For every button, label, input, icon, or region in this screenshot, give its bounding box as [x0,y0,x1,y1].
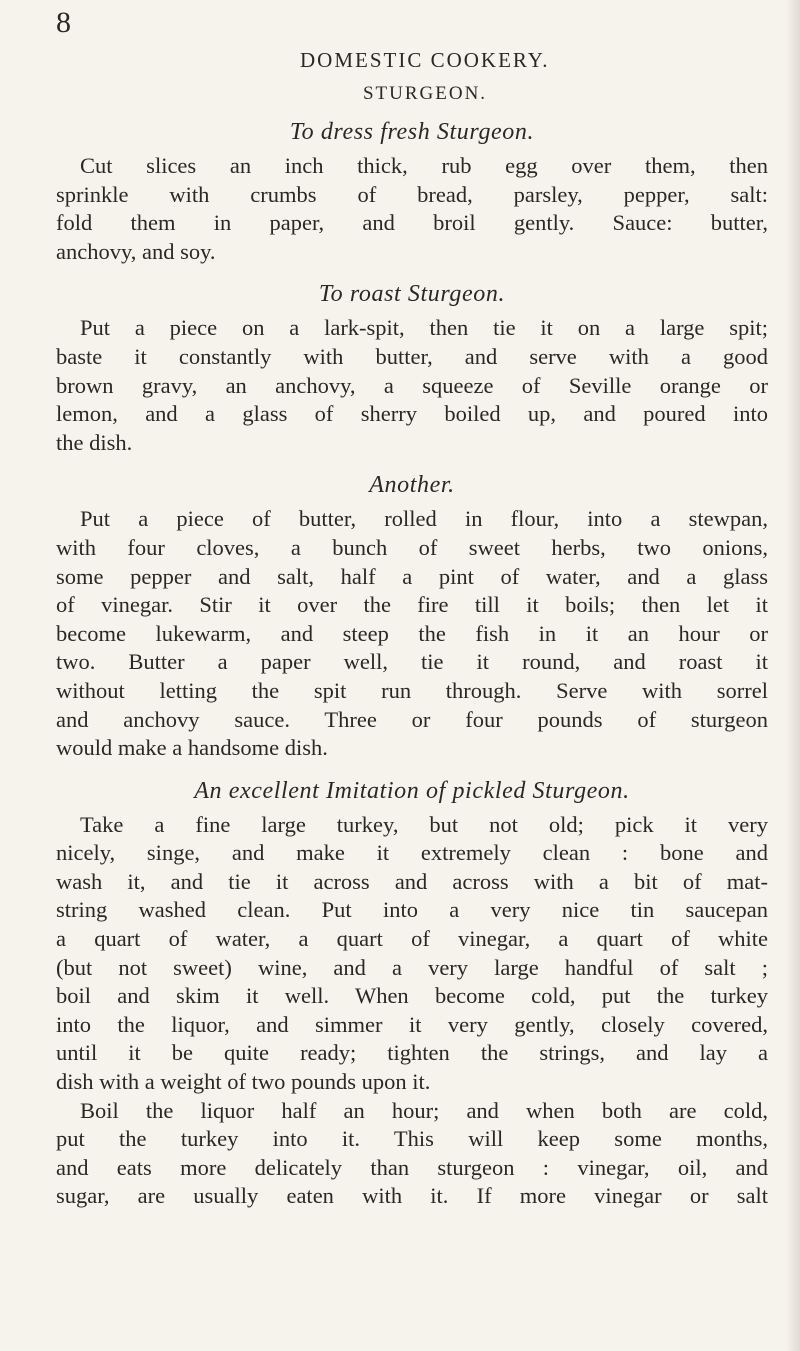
text-line: Take a fine large turkey, but not old; pick it very [80,811,768,837]
section-heading: STURGEON. [362,83,488,104]
text-line: become lukewarm, and steep the fish in it an hour or [56,620,768,646]
text-line: Boil the liquor half an hour; and when both are cold, [80,1097,768,1123]
text-line: and eats more delicately than sturgeon : vinegar, oil, and [56,1154,768,1180]
text-line: and anchovy sauce. Three or four pounds of sturgeon [56,706,768,732]
text-line: baste it constantly with butter, and serve with a good [56,343,768,369]
text-line: Put a piece on a lark-spit, then tie it on a large spit; [80,315,768,341]
text-line: without letting the spit run through. Serve with sorrel [56,677,768,703]
recipe-paragraph [56,314,768,457]
page-number: 8 [56,6,71,39]
recipe-paragraph-continuation [56,1097,768,1211]
text-line: boil and skim it well. When become cold, put the turkey [56,983,768,1009]
recipe-paragraph [56,152,768,266]
text-line: fold them in paper, and broil gently. Sauce: butter, [56,210,768,236]
text-line: (but not sweet) wine, and a very large handful of salt ; [56,954,768,980]
recipe-title: An excellent Imitation of pickled Sturgeon. [194,777,630,804]
text-line: anchovy, and soy. [56,238,216,264]
recipe-title: To roast Sturgeon. [318,281,506,308]
text-line: lemon, and a glass of sherry boiled up, and poured into [56,401,768,427]
text-line: brown gravy, an anchovy, a squeeze of Seville orange or [56,372,768,398]
text-line: two. Butter a paper well, tie it round, and roast it [56,649,768,675]
text-line: with four cloves, a bunch of sweet herbs, two onions, [56,534,768,560]
page-edge-shadow [786,0,800,1351]
text-line: string washed clean. Put into a very nice tin saucepan [56,897,768,923]
text-line: nicely, singe, and make it extremely clean : bone and [56,840,768,866]
text-line: sprinkle with crumbs of bread, parsley, pepper, salt: [56,181,768,207]
recipe-title: To dress fresh Sturgeon. [289,119,535,145]
text-line: until it be quite ready; tighten the strings, and lay a [56,1040,768,1066]
text-line: into the liquor, and simmer it very gently, closely covered, [56,1011,768,1037]
text-line: of vinegar. Stir it over the fire till it boils; then let it [56,592,768,618]
recipe-paragraph [56,505,768,762]
text-column [56,82,768,1223]
text-line: Cut slices an inch thick, rub egg over them, then [80,153,768,178]
text-line: sugar, are usually eaten with it. If more vinegar or salt [56,1183,768,1209]
text-line: some pepper and salt, half a pint of water, and a glass [56,563,768,589]
text-line: Put a piece of butter, rolled in flour, into a stewpan, [80,506,768,532]
text-line: a quart of water, a quart of vinegar, a quart of white [56,926,768,952]
text-line: wash it, and tie it across and across with a bit of mat- [56,868,768,894]
recipe-title: Another. [369,472,455,499]
running-head: DOMESTIC COOKERY. [300,48,550,72]
text-line: put the turkey into it. This will keep some months, [56,1126,768,1152]
recipe-paragraph [56,811,768,1097]
text-line: dish with a weight of two pounds upon it. [56,1069,431,1095]
text-line: the dish. [56,429,133,455]
text-line: would make a handsome dish. [56,735,328,761]
